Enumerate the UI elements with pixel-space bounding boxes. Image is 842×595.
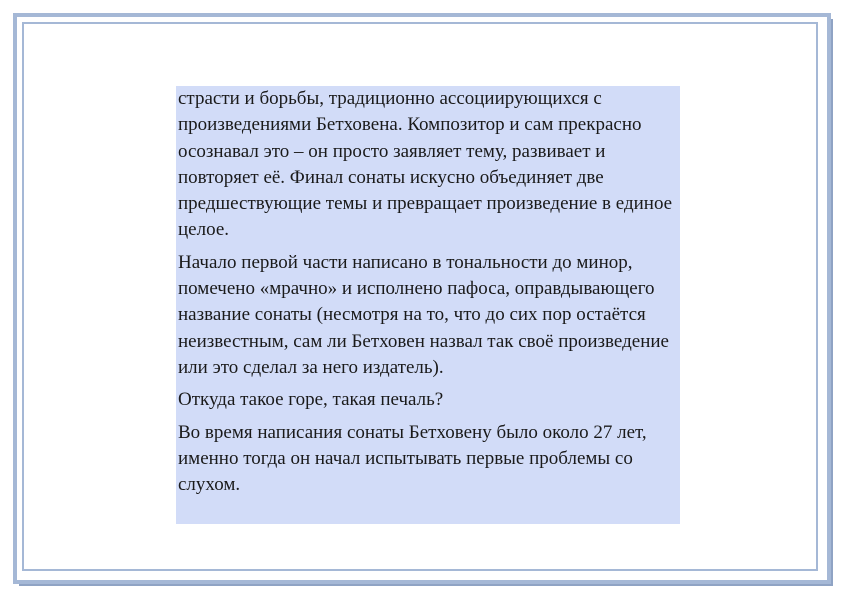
text-block <box>176 86 680 524</box>
paragraph-4: Во время написания сонаты Бетховену было около 27 лет, именно тогда он начал испытывать первые проблемы со слухом. <box>178 421 647 496</box>
paragraph-2: Начало первой части написано в тональности до минор, помечено «мрачно» и исполнено пафоса, оправдывающего название сонаты (несмотря на то, что до сих пор остаётся неизвестным, сам ли Бетховен назвал так своё произведение или это сделал за него издатель). <box>178 251 669 378</box>
paragraph-3: Откуда такое горе, такая печаль? <box>178 389 444 411</box>
paragraph-1: страсти и борьбы, традиционно ассоциирующихся с произведениями Бетховена. Композитор и сам прекрасно осознавал это – он просто заявляет тему, развивает и повторяет её. Финал сонаты искусно объединяет две предшествующие темы и превращает произведение в единое целое. <box>178 88 673 241</box>
